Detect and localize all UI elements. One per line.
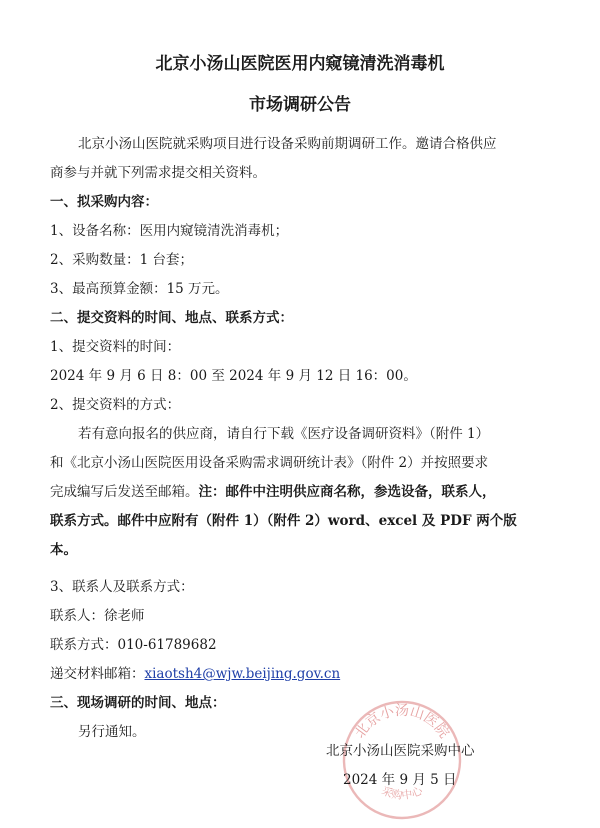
item-budget: 3、最高预算金额：15 万元。 — [50, 281, 229, 297]
contact-person: 联系人：徐老师 — [50, 608, 145, 624]
section-1-heading: 一、拟采购内容： — [50, 194, 158, 210]
item-device-name: 1、设备名称：医用内窥镜清洗消毒机； — [50, 223, 289, 239]
page-title-line-1: 北京小汤山医院医用内窥镜清洗消毒机 — [155, 54, 445, 74]
sub-heading-contact: 3、联系人及联系方式： — [50, 579, 194, 595]
item-quantity: 2、采购数量：1 台套； — [50, 252, 193, 268]
email-line — [50, 664, 340, 684]
sub-heading-time: 1、提交资料的时间： — [50, 339, 181, 355]
notice-text: 另行通知。 — [78, 724, 146, 740]
method-paragraph-line-5: 本。 — [50, 542, 77, 558]
section-3-heading: 三、现场调研的时间、地点： — [50, 695, 226, 711]
method-paragraph-normal: 完成编写后发送至邮箱。 — [50, 484, 199, 500]
method-paragraph-line-1: 若有意向报名的供应商，请自行下载《医疗设备调研资料》（附件 1） — [78, 426, 490, 442]
method-paragraph-note: 注：邮件中注明供应商名称，参选设备，联系人， — [198, 484, 496, 500]
email-label: 递交材料邮箱： — [50, 666, 145, 682]
intro-line-2: 商参与并就下列需求提交相关资料。 — [50, 165, 266, 181]
seal-bottom-text: 采购中心 — [379, 784, 425, 803]
method-paragraph-line-3 — [50, 482, 496, 502]
signature-organization: 北京小汤山医院采购中心 — [326, 743, 475, 759]
signature-date: 2024 年 9 月 5 日 — [343, 772, 457, 788]
method-paragraph-line-4: 联系方式。邮件中应附有（附件 1）（附件 2）word、excel 及 PDF 两个版 — [50, 513, 517, 529]
seal-text: 北京小汤山医院 — [351, 703, 453, 742]
submission-time-range: 2024 年 9 月 6 日 8：00 至 2024 年 9 月 12 日 16：00。 — [50, 368, 417, 384]
email-link[interactable]: xiaotsh4@wjw.beijing.gov.cn — [144, 666, 341, 682]
contact-phone: 联系方式：010-61789682 — [50, 637, 217, 653]
sub-heading-method: 2、提交资料的方式： — [50, 397, 181, 413]
page-title-line-2: 市场调研公告 — [249, 95, 351, 115]
intro-line-1: 北京小汤山医院就采购项目进行设备采购前期调研工作。邀请合格供应 — [78, 136, 497, 152]
method-paragraph-line-2: 和《北京小汤山医院医用设备采购需求调研统计表》（附件 2）并按照要求 — [50, 455, 489, 471]
section-2-heading: 二、提交资料的时间、地点、联系方式： — [50, 310, 293, 326]
